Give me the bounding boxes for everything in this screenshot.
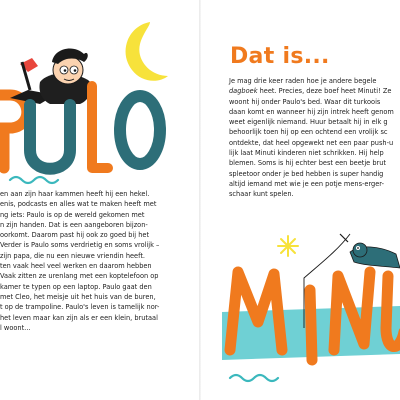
- title-letter-l: [92, 86, 108, 168]
- body-line: Je mag drie keer raden hoe je andere begele: [229, 77, 377, 85]
- paulo-title-illustration: [0, 0, 200, 185]
- body-line: met Cleo, het meisje uit het huis van de buren,: [0, 292, 156, 301]
- body-line: schaar kunt spelen.: [229, 190, 294, 199]
- body-line: ng iets: Paulo is op de wereld gekomen met: [0, 210, 145, 219]
- title-letter-i: [310, 290, 312, 360]
- body-line: ten vaak heel veel werken en daarom hebben: [0, 262, 152, 271]
- body-line: weet eigenlijk niemand. Huur betaalt hij in elk g: [229, 118, 388, 127]
- body-line: spleetoor onder je bed hebben is super handig: [229, 169, 384, 178]
- moon-shape: [126, 22, 168, 81]
- body-line: en aan zijn haar kammen heeft hij een hekel.: [0, 190, 150, 198]
- title-letter-p: [0, 95, 27, 168]
- body-line: Vaak zitten ze urenlang met een koptelefoon op: [0, 272, 159, 281]
- paulo-character: [10, 48, 92, 104]
- title-letter-u: [30, 105, 70, 169]
- body-line: l woont…: [0, 323, 31, 332]
- body-line: daan komt en wanneer hij zijn intrek heeft genom: [229, 107, 394, 116]
- body-line: t op de trampoline. Paulo's leven is tamelijk nor-: [0, 303, 160, 312]
- body-line: woont hij onder Paulo's bed. Waar dit turkoois: [229, 97, 381, 106]
- body-line: Verder is Paulo soms verdrietig en soms vrolijk –: [0, 241, 160, 250]
- left-body-text: [0, 189, 196, 333]
- body-line: blemen. Soms is hij echter best een beetje brut: [229, 159, 386, 168]
- minuti-title-illustration: [200, 232, 400, 392]
- body-line: zijn papa, die nu een nieuwe vriendin heeft.: [0, 251, 146, 260]
- body-line: lijk laat Minuti kinderen niet schrikken. Hij help: [229, 149, 384, 158]
- body-line: ontdekte, dat heel opgewekt net een paar push-u: [229, 138, 394, 147]
- body-line: altijd iemand met wie je een potje mens-erger-: [229, 179, 384, 188]
- page-heading: Dat is...: [230, 44, 330, 69]
- right-page: [200, 0, 400, 400]
- body-line: behoorlijk toen hij op een ochtend een vrolijk sc: [229, 128, 388, 137]
- minuti-character: [340, 234, 400, 268]
- body-line: het leven maar kan zijn als er een klein, brutaal: [0, 313, 158, 322]
- wave-squiggle: [10, 177, 58, 183]
- body-line: n zijn handen. Dat is een aangeboren bijzon-: [0, 220, 148, 229]
- body-line: enis, podcasts en alles wat te maken heeft met: [0, 200, 157, 209]
- body-line: kamer te typen op een laptop. Paulo gaat den: [0, 282, 152, 291]
- body-line: oorkomt. Daarom past hij ook zo goed bij het: [0, 231, 150, 240]
- right-body-text: [229, 76, 400, 200]
- body-line: dagboek heet. Precies, deze boef heet Minuti! Ze: [229, 87, 392, 96]
- title-letter-o: [120, 96, 160, 164]
- wave-squiggle-right: [230, 375, 278, 381]
- sparkle-icon: [278, 236, 298, 256]
